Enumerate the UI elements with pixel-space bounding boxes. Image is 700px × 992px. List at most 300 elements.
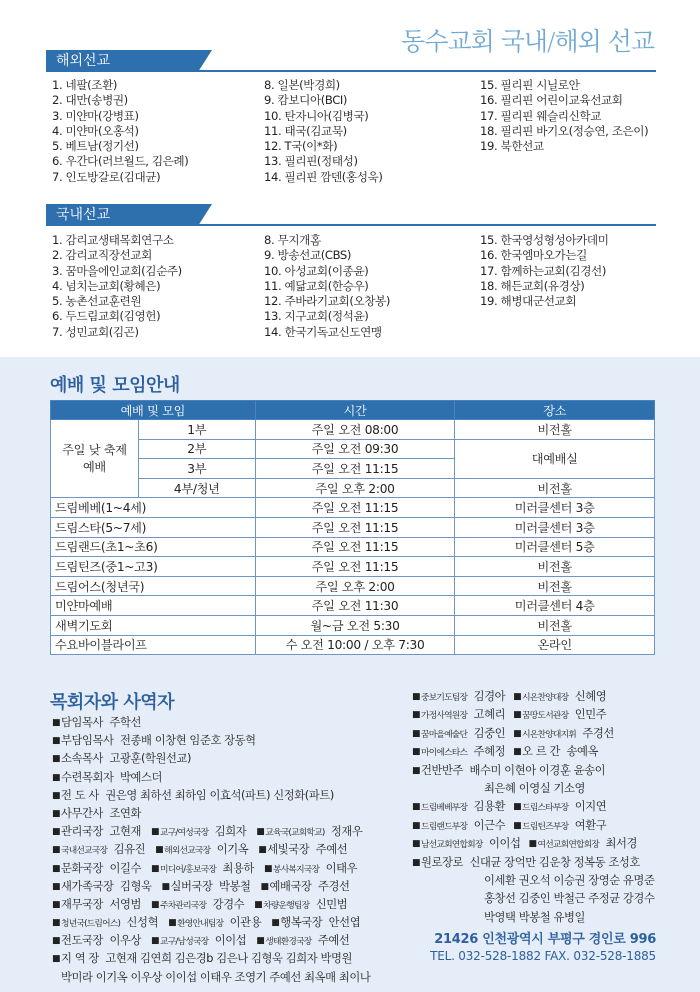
staff-row [412,890,672,908]
bullet-icon: ■ [52,918,61,929]
table-header-row [51,401,655,420]
staff-name: 강경수 [212,897,245,911]
staff-name: 고혜리 [473,708,506,722]
staff-pair [256,823,362,842]
service-name: 드림베베(1~4세) [51,498,256,518]
staff-pair [52,932,141,950]
bullet-icon: ■ [412,728,421,739]
bullet-icon: ■ [513,747,522,758]
service-time: 주일 오전 11:15 [255,537,455,557]
service-name: 미얀마예배 [51,596,256,616]
domestic-section-header [46,204,656,228]
staff-pair [151,932,246,951]
service-name: 3부 [138,459,255,479]
bullet-icon: ■ [412,857,421,868]
staff-name: 주예선 [317,934,350,948]
staff-name: 이관용 [229,916,262,930]
staff-row [412,762,672,780]
bullet-icon: ■ [52,899,61,910]
list-item: 9. 방송선교(CBS) [264,248,351,263]
staff-name: 서영범 [109,897,141,911]
page-title: 동수교회 국내/해외 선교 [401,27,654,56]
staff-name: 이이섭 [214,934,247,948]
staff-names: 배수미 이현아 이경훈 윤송이 [469,763,606,777]
staff-row [52,860,382,878]
overseas-section-header [46,50,656,74]
overseas-col-3 [480,78,670,185]
column-header: 예배 및 모임 [51,401,256,420]
staff-names: 최은혜 이영실 기소영 [484,781,585,795]
list-item: 4. 넘치는교회(황혜은) [52,278,161,293]
staff-name: 주혜정 [473,745,506,759]
staff-pair [513,725,614,744]
staff-row [52,714,382,732]
service-time: 주일 오전 09:30 [255,439,455,459]
staff-pair [52,841,145,860]
service-place: 비전홀 [455,557,655,577]
list-item: 7. 인도방갈로(김대균) [52,169,161,184]
bullet-icon: ■ [513,802,522,813]
staff-name: 이우상 [109,934,141,948]
service-place: 비전홀 [455,576,655,596]
bullet-icon: ■ [256,827,265,838]
service-name: 드림스타(5~7세) [51,517,256,537]
domestic-col-2 [264,233,480,340]
service-time: 주일 오전 11:15 [255,459,455,479]
list-item: 12. T국(이*화) [264,139,338,154]
service-time: 주일 오전 11:30 [255,596,455,616]
service-place: 미러클센터 4층 [455,596,655,616]
staff-pair [256,932,349,951]
staff-pair [155,841,248,860]
staff-role: 소속목사 [61,752,104,766]
service-time: 수 오전 10:00 / 오후 7:30 [255,635,455,655]
staff-name: 이이섭 [488,837,521,851]
service-time: 주일 오전 08:00 [255,420,455,440]
list-item: 5. 베트남(정기선) [52,139,139,154]
contact-line: TEL. 032-528-1882 FAX. 032-528-1885 [430,949,656,963]
service-place: 비전홀 [455,615,655,635]
staff-row [412,725,672,743]
staff-row [412,835,672,853]
staff-role: 남선교회연합회장 [421,840,483,851]
service-name: 수요바이블라이프 [51,635,256,655]
staff-pair [264,860,357,879]
staff-row [412,798,672,816]
staff-row [412,688,672,706]
staff-pair [412,743,505,762]
staff-row [52,750,382,768]
staff-pair [151,823,246,842]
staff-name: 신민범 [315,897,348,911]
staff-pair [52,878,152,896]
bullet-icon: ■ [513,728,522,739]
staff-role: 마이에스타스 [421,748,468,759]
service-name: 새벽기도회 [51,615,256,635]
staff-pair [513,817,606,836]
staff-names: 권은영 최하선 최하임 이효석(파트) 신정화(파트) [105,788,334,802]
bullet-icon: ■ [52,863,61,874]
bullet-icon: ■ [258,845,267,856]
staff-role: 교육국(교회학교) [265,828,325,839]
list-item: 19. 북한선교 [480,139,544,154]
staff-row [52,732,382,750]
list-item: 1. 감리교생태목회연구소 [52,233,174,247]
table-row [51,478,655,498]
list-item: 18. 해든교회(유경상) [480,278,585,293]
staff-names: 홍창선 김중인 박철근 주정균 강경수 [484,892,655,906]
staff-role: 청년국(드림어스) [61,919,121,930]
staff-pair [261,878,350,896]
bullet-icon: ■ [52,754,61,765]
staff-role: 교구/여성국장 [160,828,209,839]
bullet-icon: ■ [161,881,170,892]
bullet-icon: ■ [52,936,61,947]
staff-name: 김중인 [473,726,506,740]
staff-role: 오 르 간 [522,745,561,759]
list-item: 2. 감리교직장선교회 [52,248,152,263]
staff-role: 교구/남성국장 [160,937,209,948]
staff-row [412,909,672,927]
bullet-icon: ■ [412,710,421,721]
staff-role: 주차관리국장 [160,900,207,911]
staff-pair [529,835,638,854]
service-time: 주일 오전 11:15 [255,517,455,537]
schedule-table [50,400,655,655]
service-name: 2부 [138,439,255,459]
service-place: 미러클센터 3층 [455,517,655,537]
staff-role: 시온찬양대장 [522,693,569,703]
column-header: 시간 [255,401,455,420]
staff-pair [513,706,606,725]
divider [198,70,656,72]
staff-row [52,787,382,805]
bullet-icon: ■ [151,936,160,947]
list-item: 9. 캄보디아(BCI) [264,93,348,108]
overseas-col-2 [264,78,480,185]
staff-pair [412,725,505,744]
staff-pair [271,914,360,932]
staff-role: 문화국장 [61,861,104,875]
bullet-icon: ■ [52,845,61,856]
service-time: 주일 오후 2:00 [255,576,455,596]
staff-name: 주예선 [315,843,348,857]
schedule-heading: 예배 및 모임안내 [50,375,180,396]
staff-pair [254,896,347,915]
service-place: 비전홀 [455,420,655,440]
staff-left-list [52,714,382,987]
staff-row [52,878,382,896]
staff-name: 주경선 [582,726,614,740]
staff-names: 신대균 장억만 김운창 정복동 조성호 [469,855,640,869]
staff-pair [151,896,244,915]
staff-name: 이근수 [473,818,506,832]
staff-name: 김유진 [113,843,146,857]
staff-pair [52,823,141,841]
overseas-col-1 [52,78,264,185]
staff-name: 여환구 [574,818,607,832]
staff-role: 차량운행팀장 [263,900,310,911]
staff-row [412,854,672,872]
staff-pair [52,860,141,878]
bullet-icon: ■ [168,918,177,929]
staff-role: 가정사역원장 [421,711,468,722]
church-address [430,928,656,963]
staff-row [52,841,382,859]
overseas-list [52,78,670,185]
staff-name: 고현재 [109,825,141,839]
staff-name: 최용하 [222,861,254,875]
staff-names: 박영택 박봉철 유병일 [484,910,585,924]
staff-role: 꿈땅도서관장 [522,711,569,722]
staff-role: 생태환경국장 [265,937,312,948]
staff-row [412,872,672,890]
staff-names: 조연화 [109,806,141,820]
service-time: 주일 오전 11:15 [255,498,455,518]
service-place: 미러클센터 3층 [455,498,655,518]
staff-pair [168,914,261,933]
list-item: 6. 우간다(러브월드, 김은례) [52,154,189,169]
bullet-icon: ■ [412,802,421,813]
service-name: 드림틴즈(중1~고3) [51,557,256,577]
staff-role: 중보기도팀장 [421,693,468,703]
list-item: 13. 필리핀(정태성) [264,154,358,169]
staff-name: 김형욱 [119,879,152,893]
bullet-icon: ■ [52,954,61,965]
staff-pair [412,688,505,707]
staff-name: 김용환 [473,800,506,814]
staff-name: 정재우 [330,825,363,839]
table-row [51,576,655,596]
staff-name: 인민주 [574,708,607,722]
bullet-icon: ■ [513,692,522,702]
service-time: 주일 오후 2:00 [255,478,455,498]
staff-pair [412,835,521,854]
staff-role: 전도국장 [61,934,104,948]
staff-role: 예배국장 [269,879,312,893]
bullet-icon: ■ [271,918,280,929]
table-row [51,420,655,440]
staff-role: 지 역 장 [61,952,99,966]
staff-name: 신혜영 [574,690,607,703]
staff-name: 이길수 [109,861,141,875]
address-line: 21426 인천광역시 부평구 경인로 996 [434,932,656,947]
staff-row [52,769,382,787]
staff-row [412,780,672,798]
list-item: 17. 필리핀 웨슬리신학교 [480,108,602,123]
bullet-icon: ■ [264,863,273,874]
list-item: 13. 지구교회(정석윤) [264,309,369,324]
staff-row [412,743,672,761]
list-item: 11. 태국(김교묵) [264,123,347,138]
staff-name: 이기옥 [216,843,249,857]
service-place: 미러클센터 5층 [455,537,655,557]
staff-name: 이태우 [325,861,358,875]
bullet-icon: ■ [254,899,263,910]
service-place: 온라인 [455,635,655,655]
table-row [51,537,655,557]
list-item: 10. 탄자니아(김병국) [264,108,369,123]
list-item: 7. 성민교회(김곤) [52,324,139,339]
domestic-label: 국내선교 [46,204,198,226]
table-row [51,517,655,537]
staff-role: 세빛국장 [267,843,310,857]
service-name: 드림어스(청년국) [51,576,256,596]
table-row [51,498,655,518]
bullet-icon: ■ [52,772,61,783]
staff-role: 부담임목사 [61,734,114,748]
staff-row [52,805,382,823]
bullet-icon: ■ [155,845,164,856]
list-item: 15. 한국영성형성아카데미 [480,233,609,247]
staff-pair [513,688,606,707]
staff-row [412,817,672,835]
staff-role: 전 도 사 [61,788,99,802]
list-item: 16. 필리핀 어린이교육선교회 [480,93,623,108]
domestic-col-1 [52,233,264,340]
staff-role: 봉사복지국장 [273,864,320,875]
bullet-icon: ■ [52,827,61,838]
staff-row [52,823,382,841]
staff-role: 담임목사 [61,716,104,729]
staff-pair [151,860,254,879]
staff-role: 원로장로 [421,855,464,869]
staff-role: 해외선교국장 [164,846,211,857]
staff-role: 드림틴즈부장 [522,821,569,832]
list-item: 19. 해병대군선교회 [480,294,577,309]
bullet-icon: ■ [412,765,421,776]
staff-row [52,969,382,987]
staff-role: 드림베베부장 [421,803,468,814]
staff-pair [52,896,141,914]
staff-names: 박미라 이기옥 이우상 이이섭 이태우 조영기 주예선 최옥매 최이나 [61,970,371,984]
table-row [51,596,655,616]
staff-pair [513,798,606,817]
staff-role: 건반반주 [421,763,464,777]
bullet-icon: ■ [151,899,160,910]
list-item: 4. 미얀마(오홍석) [52,123,139,138]
staff-pair [412,798,505,817]
staff-name: 주경선 [317,879,350,893]
staff-role: 드림랜드부장 [421,821,468,832]
bullet-icon: ■ [528,839,537,850]
list-item: 10. 아성교회(이종윤) [264,263,369,278]
staff-row [52,896,382,914]
service-place: 비전홀 [455,478,655,498]
staff-names: 박예스더 [119,770,163,784]
bullet-icon: ■ [412,692,421,702]
divider [198,224,656,226]
list-item: 14. 한국기독교신도연맹 [264,324,382,339]
staff-names: 고광훈(학원선교) [109,752,192,766]
table-row [51,439,655,459]
staff-role: 드림스타부장 [522,803,569,814]
staff-name: 송예옥 [566,745,598,759]
bullet-icon: ■ [52,808,61,819]
staff-name: 김경아 [473,690,506,703]
bullet-icon: ■ [52,881,61,892]
service-place: 대예배실 [455,439,655,478]
bullet-icon: ■ [513,820,522,831]
staff-role: 미디어/홍보국장 [160,864,217,875]
list-item: 6. 두드림교회(김영헌) [52,309,161,324]
staff-row [52,950,382,968]
bullet-icon: ■ [256,936,265,947]
group-label-text: 주일 낮 축제 예배 [62,442,127,474]
service-name: 4부/청년 [138,478,255,498]
bullet-icon: ■ [52,736,61,747]
staff-role: 사무간사 [61,806,104,820]
staff-role: 환영안내팀장 [177,919,224,930]
list-item: 8. 일본(박경희) [264,78,340,92]
staff-right-list [412,688,672,927]
list-item: 2. 대만(송병권) [52,93,128,108]
list-item: 16. 한국엠마오가는길 [480,248,587,263]
staff-pair [513,743,598,761]
overseas-label: 해외선교 [46,50,198,72]
staff-row [52,932,382,950]
staff-heading: 목회자와 사역자 [50,692,174,713]
bullet-icon: ■ [412,839,421,850]
staff-role: 여선교회연합회장 [537,840,600,851]
service-time: 주일 오전 11:15 [255,557,455,577]
bullet-icon: ■ [151,863,160,874]
bullet-icon: ■ [52,790,61,801]
staff-role: 행복국장 [280,916,323,930]
service-name: 1부 [138,420,255,440]
list-item: 12. 주바라기교회(오창봉) [264,294,390,309]
service-name: 드림랜드(초1~초6) [51,537,256,557]
staff-role: 재무국장 [61,897,104,911]
bullet-icon: ■ [513,710,522,721]
staff-role: 국내선교국장 [61,846,108,857]
table-row [51,615,655,635]
list-item: 14. 필리핀 깜덴(홍성욱) [264,169,383,184]
staff-pair [412,706,505,725]
list-item: 18. 필리핀 바기오(정승연, 조은이) [480,123,649,138]
bullet-icon: ■ [412,747,421,758]
staff-names: 주학선 [109,716,141,729]
domestic-list [52,233,670,340]
staff-name: 김희자 [214,825,247,839]
staff-role: 실버국장 [170,879,213,893]
group-label [51,420,139,498]
table-row [51,635,655,655]
staff-pair [412,817,505,836]
staff-pair [258,841,347,859]
schedule-rows [51,498,655,655]
list-item: 3. 미얀마(강병표) [52,108,139,123]
staff-name: 이지연 [574,800,607,814]
list-item: 8. 무지개홈 [264,233,321,247]
domestic-col-3 [480,233,670,340]
staff-names: 고현재 김연희 김은경b 김은나 김형욱 김희자 박명원 [105,952,352,966]
staff-role: 관리국장 [61,825,104,839]
list-item: 5. 농촌선교훈련원 [52,294,142,309]
staff-row [52,914,382,932]
table-row [51,557,655,577]
list-item: 11. 예닮교회(한승우) [264,278,369,293]
staff-role: 꿈마을예술단 [421,729,468,740]
bullet-icon: ■ [412,820,421,831]
list-item: 17. 함께하는교회(김경선) [480,263,606,278]
staff-names: 전종배 이창현 임준호 장동혁 [119,734,256,748]
list-item: 1. 네팔(조환) [52,78,117,92]
staff-pair [162,878,251,896]
staff-role: 새가족국장 [61,879,114,893]
bullet-icon: ■ [52,718,61,728]
staff-row [412,706,672,724]
